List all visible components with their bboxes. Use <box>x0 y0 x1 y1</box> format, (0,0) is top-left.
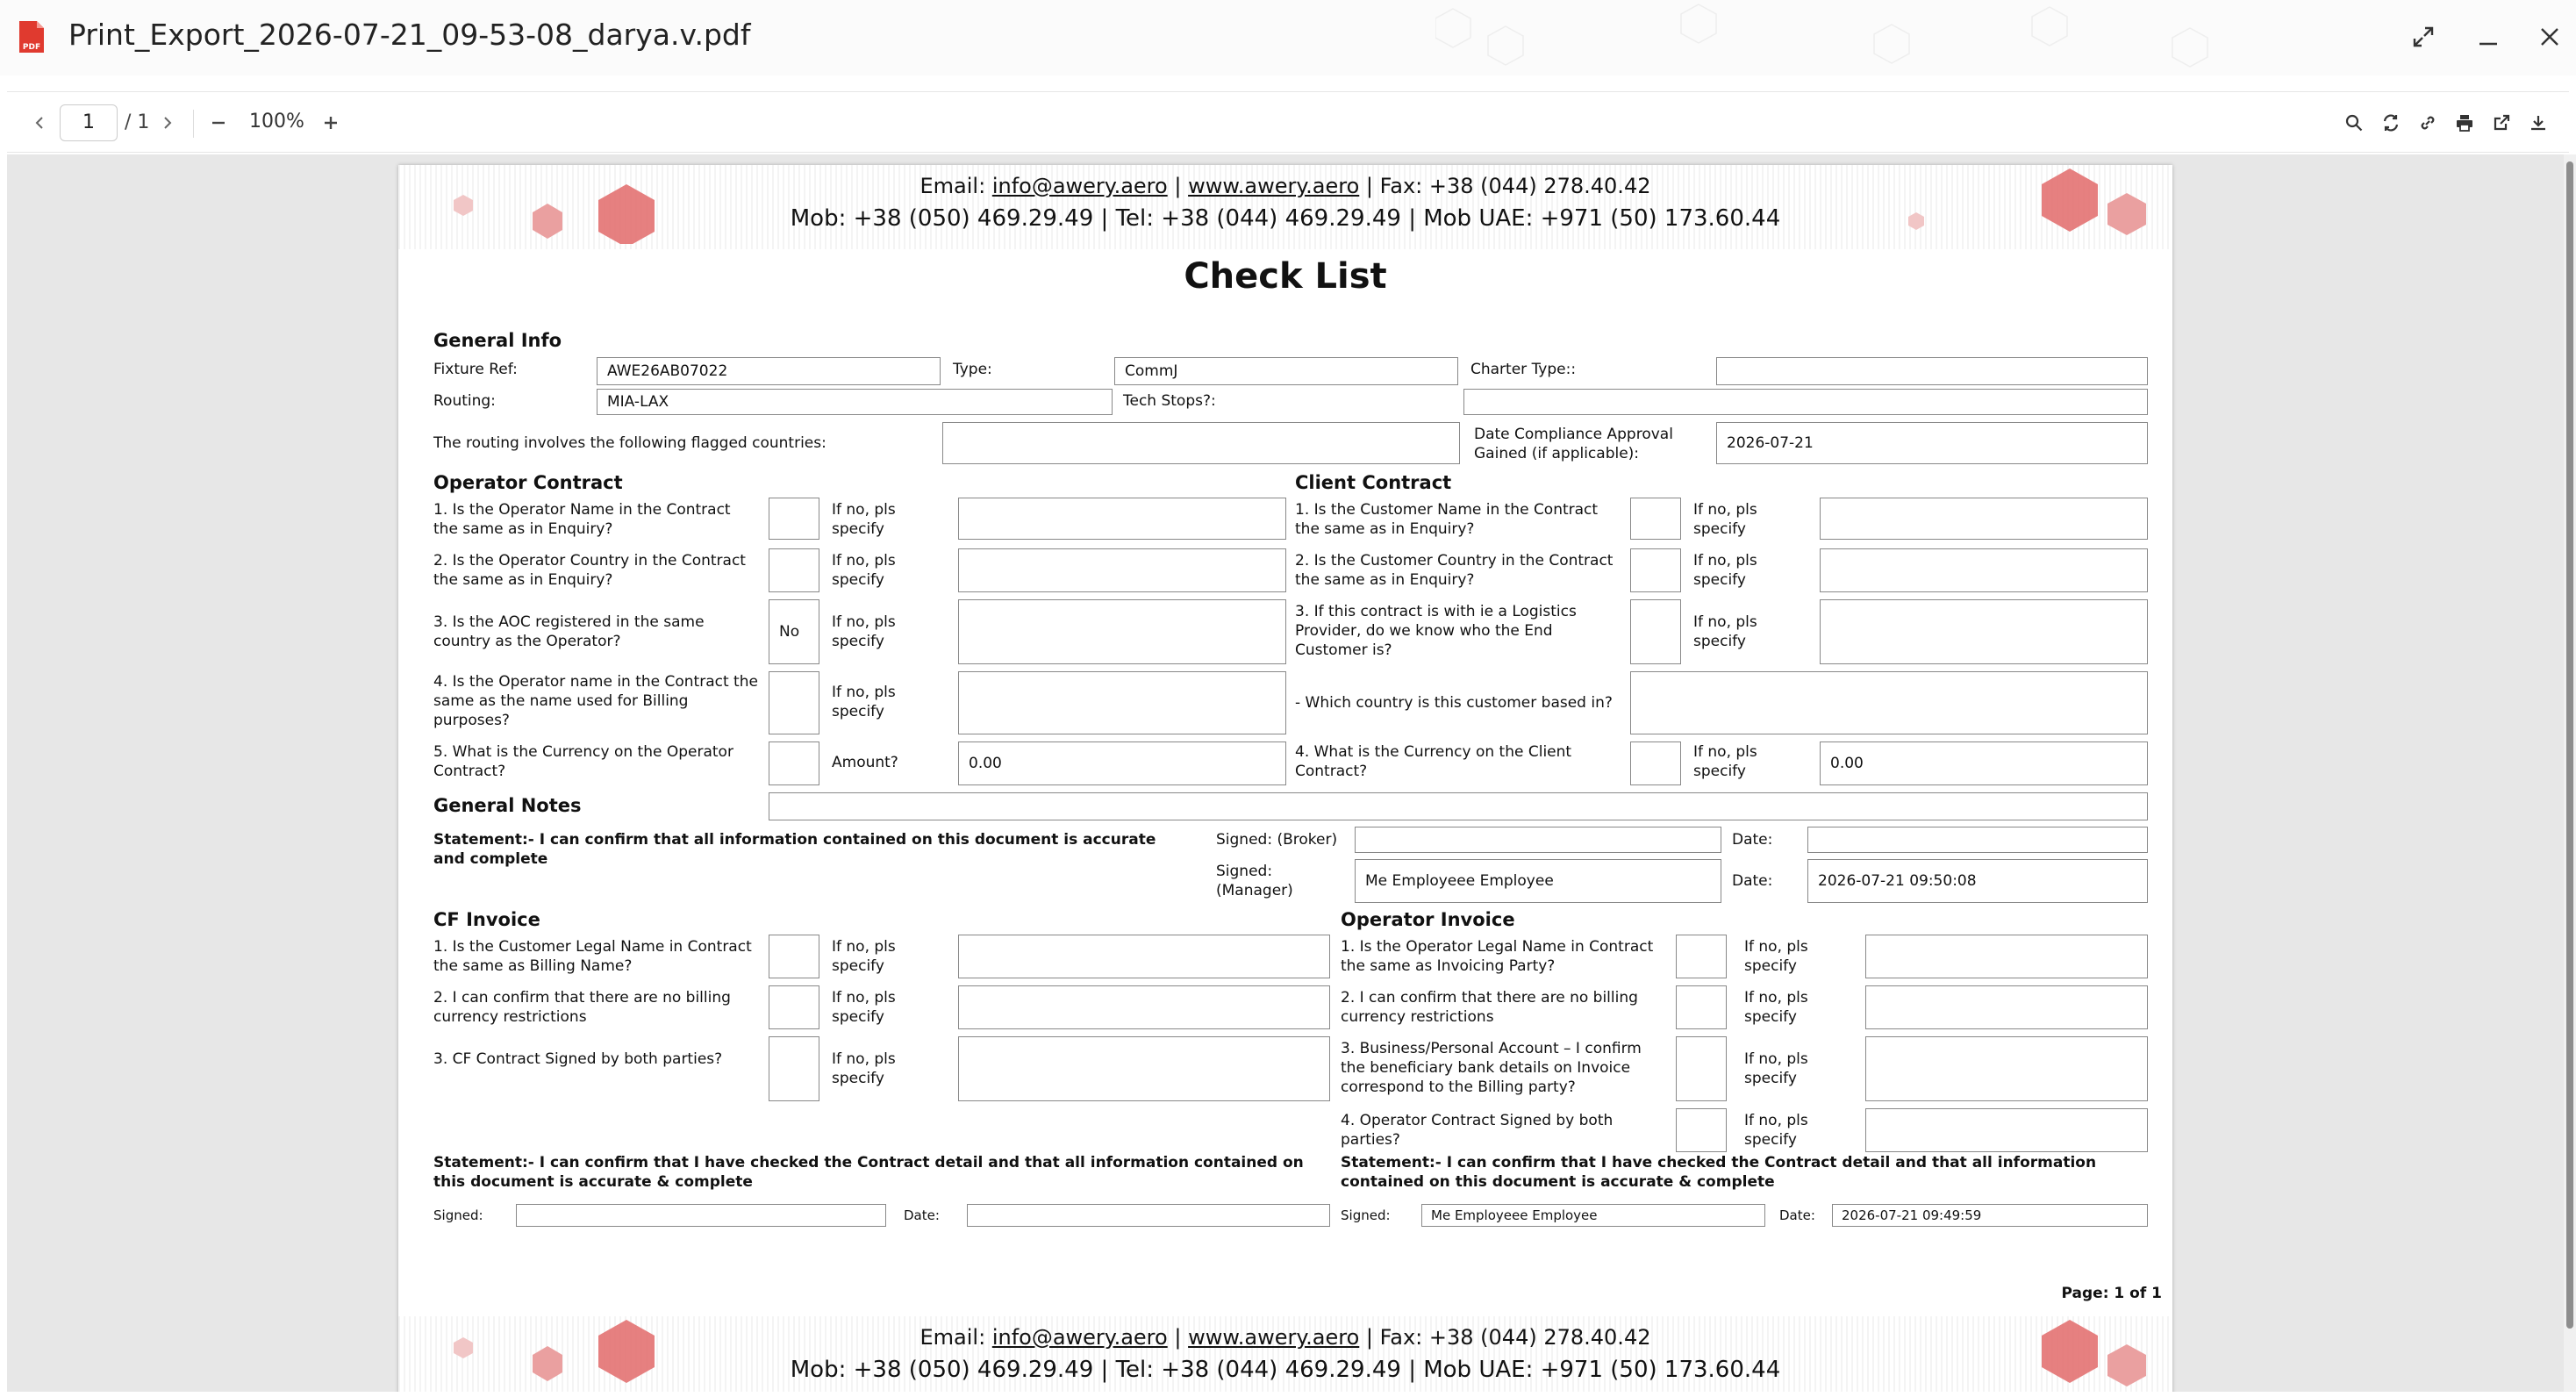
contact-line-1 <box>398 1325 2172 1350</box>
signed-manager-label: Signed: (Manager) <box>1216 863 1293 899</box>
scrollbar-thumb[interactable] <box>2566 161 2573 1329</box>
if-no-label: If no, pls specify <box>1744 938 1808 975</box>
compliance-date-label: Date Compliance Approval Gained (if applicable): <box>1474 426 1673 462</box>
mob-uae-number: +971 (50) 173.60.44 <box>1540 1357 1781 1383</box>
expand-icon[interactable] <box>2404 18 2443 56</box>
customer-country-label: - Which country is this customer based in? <box>1295 694 1613 712</box>
opinv-q4-label: 4. Operator Contract Signed by both parties? <box>1341 1112 1614 1149</box>
zoom-in-icon[interactable] <box>316 108 346 138</box>
cf-q2-answer[interactable] <box>769 985 819 1029</box>
client-q2-label: 2. Is the Customer Country in the Contract the same as in Enquiry? <box>1295 552 1614 589</box>
separator: | <box>1365 1325 1373 1350</box>
operator-q4-label: 4. Is the Operator name in the Contract the same as the name used for Billing purposes? <box>433 673 758 729</box>
link-icon[interactable] <box>2413 108 2443 138</box>
separator: | <box>1365 174 1373 198</box>
tech-stops-label: Tech Stops?: <box>1123 392 1216 410</box>
mob-uae-number: +971 (50) 173.60.44 <box>1540 205 1781 232</box>
pdf-page <box>398 165 2172 1392</box>
client-q2-specify[interactable] <box>1820 548 2148 592</box>
previous-page-icon[interactable] <box>25 108 54 138</box>
amount-label: Amount? <box>832 754 898 771</box>
if-no-label: If no, pls specify <box>1744 1050 1808 1087</box>
mob-label: Mob: <box>790 205 847 232</box>
client-q4-label: 4. What is the Currency on the Client Contract? <box>1295 743 1572 780</box>
cf-q2-label: 2. I can confirm that there are no billing currency restrictions <box>433 989 731 1026</box>
zoom-out-icon[interactable] <box>204 108 233 138</box>
signed-label: Signed: <box>1341 1207 1391 1223</box>
download-icon[interactable] <box>2523 108 2553 138</box>
notes-statement: Statement:- I can confirm that all information contained on this document is accurate and complete <box>433 831 1156 868</box>
website-link[interactable]: www.awery.aero <box>1188 1325 1360 1350</box>
routing-label: Routing: <box>433 392 496 410</box>
mob-number: +38 (050) 469.29.49 <box>853 205 1094 232</box>
operator-q1-answer[interactable] <box>769 498 819 540</box>
opinv-q4-answer[interactable] <box>1676 1108 1727 1152</box>
operator-q1-label: 1. Is the Operator Name in the Contract the same as in Enquiry? <box>433 501 731 538</box>
if-no-label: If no, pls specify <box>1693 552 1757 589</box>
if-no-label: If no, pls specify <box>832 501 896 538</box>
client-q3-label: 3. If this contract is with ie a Logistics Provider, do we know who the End Customer is? <box>1295 603 1577 659</box>
window-titlebar <box>0 0 2576 75</box>
opinv-q2-label: 2. I can confirm that there are no billing currency restrictions <box>1341 989 1638 1026</box>
opinv-q2-answer[interactable] <box>1676 985 1727 1029</box>
date-label: Date: <box>1779 1207 1815 1223</box>
svg-text:PDF: PDF <box>22 43 41 52</box>
mob-number: +38 (050) 469.29.49 <box>853 1357 1094 1383</box>
client-q2-answer[interactable] <box>1630 548 1681 592</box>
flagged-countries-label: The routing involves the following flagged countries: <box>433 434 826 452</box>
pdf-toolbar <box>7 91 2569 153</box>
opinv-q3-answer[interactable] <box>1676 1036 1727 1101</box>
cf-signed-field[interactable] <box>516 1204 886 1227</box>
operator-q5-label: 5. What is the Currency on the Operator Contract? <box>433 743 733 780</box>
if-no-label: If no, pls specify <box>1693 613 1757 650</box>
cf-q1-specify[interactable] <box>958 935 1330 978</box>
operator-q4-answer[interactable] <box>769 671 819 734</box>
opinv-q2-specify[interactable] <box>1865 985 2148 1029</box>
charter-type-label: Charter Type:: <box>1470 361 1577 378</box>
email-link[interactable]: info@awery.aero <box>991 174 1168 198</box>
client-amount-field[interactable]: 0.00 <box>1820 741 2148 785</box>
client-q1-specify[interactable] <box>1820 498 2148 540</box>
cf-q3-answer[interactable] <box>769 1036 819 1101</box>
email-label: Email: <box>919 1325 986 1350</box>
page-number-input[interactable]: 1 <box>60 104 118 141</box>
separator: | <box>1174 174 1182 198</box>
operator-contract-heading: Operator Contract <box>433 472 623 493</box>
page-total: / 1 <box>125 111 150 133</box>
opinv-q1-label: 1. Is the Operator Legal Name in Contract the same as Invoicing Party? <box>1341 938 1654 975</box>
operator-q4-specify[interactable] <box>958 671 1286 734</box>
cf-q3-label: 3. CF Contract Signed by both parties? <box>433 1050 723 1068</box>
if-no-label: If no, pls specify <box>1693 743 1757 780</box>
charter-type-field[interactable] <box>1716 357 2148 385</box>
signed-broker-label: Signed: (Broker) <box>1216 831 1338 849</box>
opinv-q3-label: 3. Business/Personal Account – I confirm the beneficiary bank details on Invoice correspond to the Billing party? <box>1341 1040 1642 1096</box>
opinv-date-field[interactable]: 2026-07-21 09:49:59 <box>1832 1204 2148 1227</box>
general-notes-heading: General Notes <box>433 795 582 816</box>
tel-number: +38 (044) 469.29.49 <box>1161 205 1401 232</box>
if-no-label: If no, pls specify <box>1744 989 1808 1026</box>
fax-label: Fax: <box>1379 1325 1423 1350</box>
document-title: Check List <box>1184 256 1387 297</box>
date-label: Date: <box>904 1207 940 1223</box>
type-field[interactable]: CommJ <box>1114 357 1458 385</box>
close-icon[interactable] <box>2530 18 2569 56</box>
website-link[interactable]: www.awery.aero <box>1188 174 1360 198</box>
fixture-ref-label: Fixture Ref: <box>433 361 518 378</box>
operator-q3-answer[interactable]: No <box>769 599 819 664</box>
contact-header <box>398 165 2172 249</box>
separator: | <box>1408 205 1416 232</box>
mob-uae-label: Mob UAE: <box>1423 205 1534 232</box>
operator-q2-specify[interactable] <box>958 548 1286 592</box>
print-icon[interactable] <box>2450 108 2479 138</box>
fax-number: +38 (044) 278.40.42 <box>1428 1325 1651 1350</box>
fixture-ref-field[interactable]: AWE26AB07022 <box>597 357 941 385</box>
cf-date-field[interactable] <box>967 1204 1330 1227</box>
pdf-viewer-area[interactable] <box>7 154 2569 1392</box>
broker-date-field[interactable] <box>1807 827 2148 853</box>
operator-invoice-heading: Operator Invoice <box>1341 909 1515 930</box>
if-no-label: If no, pls specify <box>832 989 896 1026</box>
client-q3-specify[interactable] <box>1820 599 2148 664</box>
cf-q1-answer[interactable] <box>769 935 819 978</box>
client-q3-answer[interactable] <box>1630 599 1681 664</box>
if-no-label: If no, pls specify <box>832 684 896 720</box>
operator-q2-label: 2. Is the Operator Country in the Contract the same as in Enquiry? <box>433 552 746 589</box>
client-q1-label: 1. Is the Customer Name in the Contract the same as in Enquiry? <box>1295 501 1599 538</box>
manager-date-field[interactable]: 2026-07-21 09:50:08 <box>1807 859 2148 903</box>
opinv-q1-answer[interactable] <box>1676 935 1727 978</box>
separator: | <box>1100 1357 1109 1383</box>
routing-field[interactable]: MIA-LAX <box>597 389 1113 415</box>
separator: | <box>1408 1357 1416 1383</box>
rotate-icon[interactable] <box>2376 108 2406 138</box>
compliance-date-field[interactable]: 2026-07-21 <box>1716 422 2148 464</box>
contact-line-1 <box>398 174 2172 198</box>
operator-q2-answer[interactable] <box>769 548 819 592</box>
fax-label: Fax: <box>1379 174 1423 198</box>
minimize-icon[interactable] <box>2469 18 2508 56</box>
separator: | <box>1174 1325 1182 1350</box>
operator-q1-specify[interactable] <box>958 498 1286 540</box>
customer-country-field[interactable] <box>1630 671 2148 734</box>
page-indicator: Page: 1 of 1 <box>2061 1285 2162 1302</box>
client-q4-answer[interactable] <box>1630 741 1681 785</box>
vertical-scrollbar[interactable] <box>2564 154 2576 1392</box>
if-no-label: If no, pls specify <box>1744 1112 1808 1149</box>
separator: | <box>1100 205 1109 232</box>
contact-footer <box>398 1316 2172 1392</box>
tel-number: +38 (044) 469.29.49 <box>1161 1357 1401 1383</box>
cf-q2-specify[interactable] <box>958 985 1330 1029</box>
cf-invoice-heading: CF Invoice <box>433 909 540 930</box>
mob-uae-label: Mob UAE: <box>1423 1357 1534 1383</box>
signed-label: Signed: <box>433 1207 483 1223</box>
cf-statement: Statement:- I can confirm that I have checked the Contract detail and that all information contained on this document is accurate & complete <box>433 1154 1304 1191</box>
client-contract-heading: Client Contract <box>1295 472 1452 493</box>
opinv-q4-specify[interactable] <box>1865 1108 2148 1152</box>
opinv-q1-specify[interactable] <box>1865 935 2148 978</box>
if-no-label: If no, pls specify <box>832 552 896 589</box>
signed-broker-field[interactable] <box>1355 827 1721 853</box>
signed-manager-field[interactable]: Me Employeee Employee <box>1355 859 1721 903</box>
operator-q5-answer[interactable] <box>769 741 819 785</box>
opinv-statement: Statement:- I can confirm that I have checked the Contract detail and that all information contained on this document is accurate & complete <box>1341 1154 2097 1191</box>
operator-q3-label: 3. Is the AOC registered in the same country as the Operator? <box>433 613 705 650</box>
toolbar-divider <box>193 110 194 138</box>
contact-line-2 <box>398 205 2172 232</box>
tech-stops-field[interactable] <box>1463 389 2148 415</box>
cf-q3-specify[interactable] <box>958 1036 1330 1101</box>
contact-line-2 <box>398 1357 2172 1383</box>
opinv-signed-field[interactable]: Me Employeee Employee <box>1421 1204 1765 1227</box>
hex-pattern-decoration <box>1435 0 2225 75</box>
flagged-countries-field[interactable] <box>942 422 1460 464</box>
tel-label: Tel: <box>1115 205 1155 232</box>
pdf-file-icon <box>16 19 47 54</box>
window-title: Print_Export_2026-07-21_09-53-08_darya.v.pdf <box>68 18 751 52</box>
email-link[interactable]: info@awery.aero <box>991 1325 1168 1350</box>
fax-number: +38 (044) 278.40.42 <box>1428 174 1651 198</box>
general-notes-field[interactable] <box>769 792 2148 820</box>
type-label: Type: <box>953 361 992 378</box>
if-no-label: If no, pls specify <box>1693 501 1757 538</box>
opinv-q3-specify[interactable] <box>1865 1036 2148 1101</box>
operator-amount-field[interactable]: 0.00 <box>958 741 1286 785</box>
if-no-label: If no, pls specify <box>832 938 896 975</box>
open-external-icon[interactable] <box>2487 108 2516 138</box>
cf-q1-label: 1. Is the Customer Legal Name in Contract the same as Billing Name? <box>433 938 752 975</box>
email-label: Email: <box>919 174 986 198</box>
date-label: Date: <box>1732 872 1773 890</box>
search-icon[interactable] <box>2339 108 2369 138</box>
date-label: Date: <box>1732 831 1773 849</box>
tel-label: Tel: <box>1115 1357 1155 1383</box>
if-no-label: If no, pls specify <box>832 613 896 650</box>
general-info-heading: General Info <box>433 330 562 351</box>
client-q1-answer[interactable] <box>1630 498 1681 540</box>
mob-label: Mob: <box>790 1357 847 1383</box>
if-no-label: If no, pls specify <box>832 1050 896 1087</box>
operator-q3-specify[interactable] <box>958 599 1286 664</box>
next-page-icon[interactable] <box>153 108 182 138</box>
zoom-level: 100% <box>249 111 304 133</box>
